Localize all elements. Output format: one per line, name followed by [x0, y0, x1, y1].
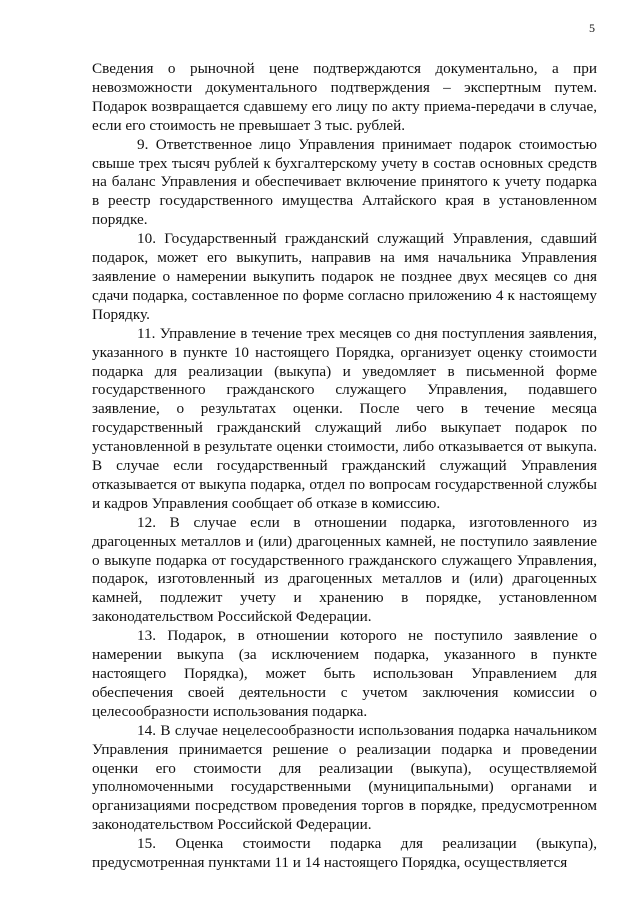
page-number: 5 — [589, 21, 595, 35]
document-body — [92, 60, 597, 873]
paragraph-9: 9. Ответственное лицо Управления принимает подарок стоимостью свыше трех тысяч рублей к бухгалтерскому учету в состав основных средств на баланс Управления и обеспечивает включение принятого к учету подарка в реестр государственного имущества Алтайского края в установленном порядке. — [92, 135, 597, 229]
paragraph-13: 13. Подарок, в отношении которого не поступило заявление о намерении выкупа (за исключением подарка, указанного в пункте настоящего Порядка), может быть использован Управлением для обеспечения своей деятельности с учетом заключения комиссии о целесообразности использования подарка. — [92, 627, 597, 720]
paragraph-11: 11. Управление в течение трех месяцев со дня поступления заявления, указанного в пункте 10 настоящего Порядка, организует оценку стоимости подарка для реализации (выкупа) и уведомляет в письменной форме государственного гражданского служащего Управления, подавшего заявление, о результатах оценки. После чего в течение месяца государственный гражданский служащий либо выкупает подарок по установленной в результате оценки стоимости, либо отказывается от выкупа. В случае если государственный гражданский служащий Управления отказывается от выкупа подарка, отдел по вопросам государственной службы и кадров Управления сообщает об отказе в комиссию. — [92, 324, 597, 512]
paragraph-continuation: Сведения о рыночной цене подтверждаются документально, а при невозможности документального подтверждения – экспертным путем. Подарок возвращается сдавшему его лицу по акту приема-передачи в случае, если его стоимость не превышает 3 тыс. рублей. — [92, 60, 597, 134]
paragraph-12: 12. В случае если в отношении подарка, изготовленного из драгоценных металлов и (или) драгоценных камней, не поступило заявление о выкупе подарка от государственного гражданского служащего Управления, подарок, изготовленный из драгоценных металлов и (или) драгоценных камней, подлежит учету и хранению в порядке, установленном законодательством Российской Федерации. — [92, 513, 597, 626]
paragraph-15: 15. Оценка стоимости подарка для реализации (выкупа), предусмотренная пунктами 11 и 14 настоящего Порядка, осуществляется — [92, 835, 597, 872]
paragraph-10: 10. Государственный гражданский служащий Управления, сдавший подарок, может его выкупить, направив на имя начальника Управления заявление о намерении выкупить подарок не позднее двух месяцев со дня сдачи подарка, составленное по форме согласно приложению 4 к настоящему Порядку. — [92, 230, 597, 323]
paragraph-14: 14. В случае нецелесообразности использования подарка начальником Управления принимается решение о реализации подарка и проведении оценки его стоимости для реализации (выкупа), осуществляемой уполномоченными государственными (муниципальными) органами и организациями посредством проведения торгов в порядке, предусмотренном законодательством Российской Федерации. — [92, 721, 597, 834]
